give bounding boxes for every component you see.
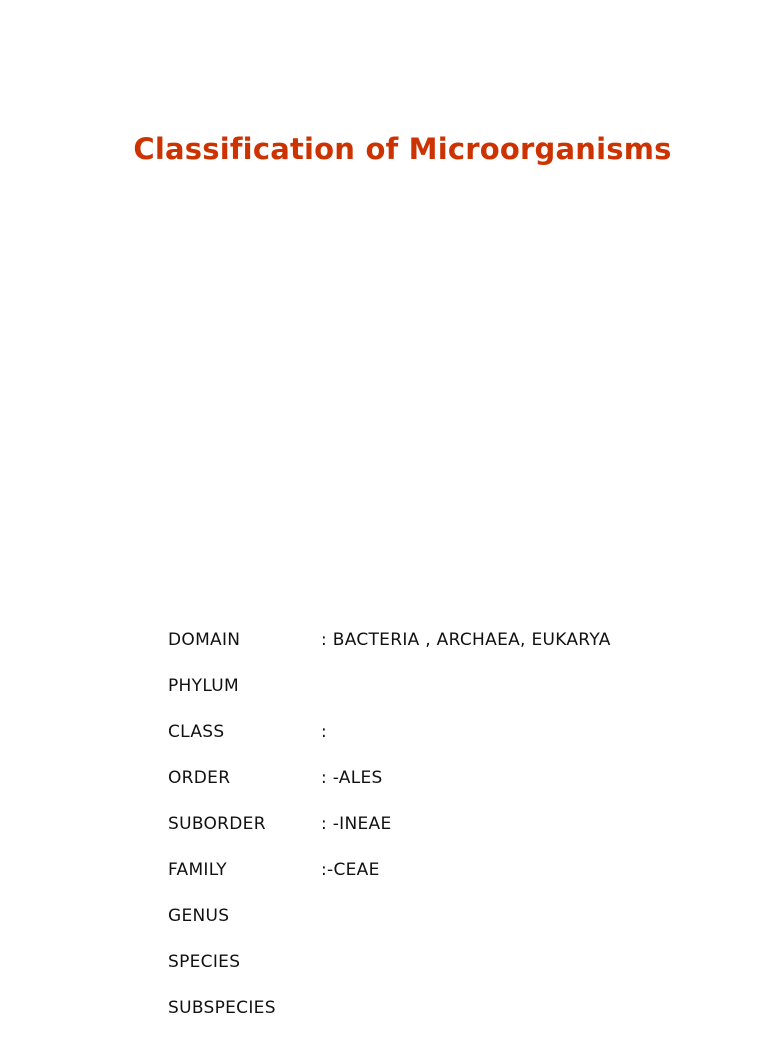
rank-suffix: : -ALES: [321, 768, 383, 788]
rank-name: FAMILY: [168, 860, 227, 880]
rank-row-order: [168, 768, 728, 814]
rank-row-class: [168, 722, 728, 768]
rank-name: PHYLUM: [168, 676, 239, 696]
rank-name: SUBORDER: [168, 814, 266, 834]
rank-row-species: [168, 952, 728, 998]
rank-row-phylum: [168, 676, 728, 722]
rank-suffix: :-CEAE: [321, 860, 380, 880]
rank-name: ORDER: [168, 768, 231, 788]
rank-row-genus: [168, 906, 728, 952]
page-title: Classification of Microorganisms: [133, 132, 672, 166]
rank-name: SUBSPECIES: [168, 998, 276, 1018]
rank-row-family: [168, 860, 728, 906]
rank-suffix: : BACTERIA , ARCHAEA, EUKARYA: [321, 630, 611, 650]
rank-row-subspecies: [168, 998, 728, 1044]
rank-name: DOMAIN: [168, 630, 241, 650]
rank-suffix: :: [321, 722, 328, 742]
rank-name: SPECIES: [168, 952, 241, 972]
rank-name: GENUS: [168, 906, 230, 926]
rank-suffix: : -INEAE: [321, 814, 392, 834]
rank-row-domain: [168, 630, 728, 676]
rank-row-suborder: [168, 814, 728, 860]
taxonomic-rank-list: [168, 630, 728, 1044]
rank-name: CLASS: [168, 722, 225, 742]
